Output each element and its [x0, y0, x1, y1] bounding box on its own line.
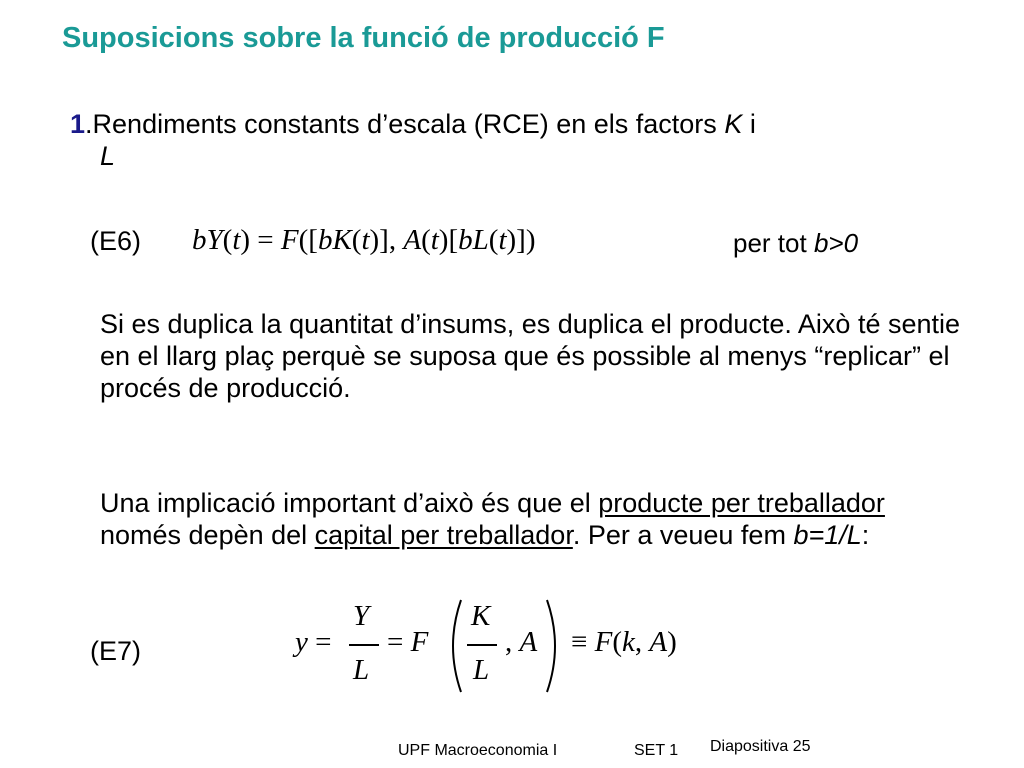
equation-label-e7: (E7): [90, 636, 142, 666]
para2-text-2: només depèn del: [100, 520, 315, 550]
var-k: K: [724, 109, 743, 139]
equation-e7: y = Y L = F K L , A ≡ F(k, A): [295, 598, 735, 698]
e6-suffix-text: per tot: [733, 228, 814, 258]
e6-condition: [733, 228, 858, 259]
paragraph-implication: [100, 487, 960, 551]
left-paren: [443, 598, 465, 694]
footer-slide-number: Diapositiva 25: [710, 738, 811, 755]
para2-text-3: . Per a veueu fem: [572, 520, 794, 550]
point-1: [70, 108, 970, 172]
footer-set: SET 1: [634, 742, 679, 759]
footer-course: UPF Macroeconomia I: [398, 742, 558, 759]
equation-label-e6: (E6): [90, 226, 142, 256]
equation-e6: bY(t) = F([bK(t)], A(t)[bL(t)]): [192, 224, 536, 256]
slide-title: Suposicions sobre la funció de producció F: [62, 22, 665, 54]
e6-suffix-var: b>0: [813, 228, 859, 258]
output-per-worker: producte per treballador: [598, 488, 885, 518]
para2-text-4: :: [861, 520, 870, 550]
right-paren: [543, 598, 565, 694]
para2-text-1: Una implicació important d’això és que el: [100, 488, 599, 518]
point-text-b: i: [742, 109, 756, 139]
point-number: 1: [70, 109, 86, 139]
point-text: .Rendiments constants d’escala (RCE) en els factors: [85, 109, 725, 139]
var-l: L: [100, 141, 116, 171]
capital-per-worker: capital per treballador: [314, 520, 573, 550]
paragraph-duplication: Si es duplica la quantitat d’insums, es duplica el producte. Això té sentie en el llarg plaç perquè se suposa que és possible al menys “replicar” el procés de producció.: [100, 309, 961, 403]
para2-var: b=1/L: [793, 520, 862, 550]
